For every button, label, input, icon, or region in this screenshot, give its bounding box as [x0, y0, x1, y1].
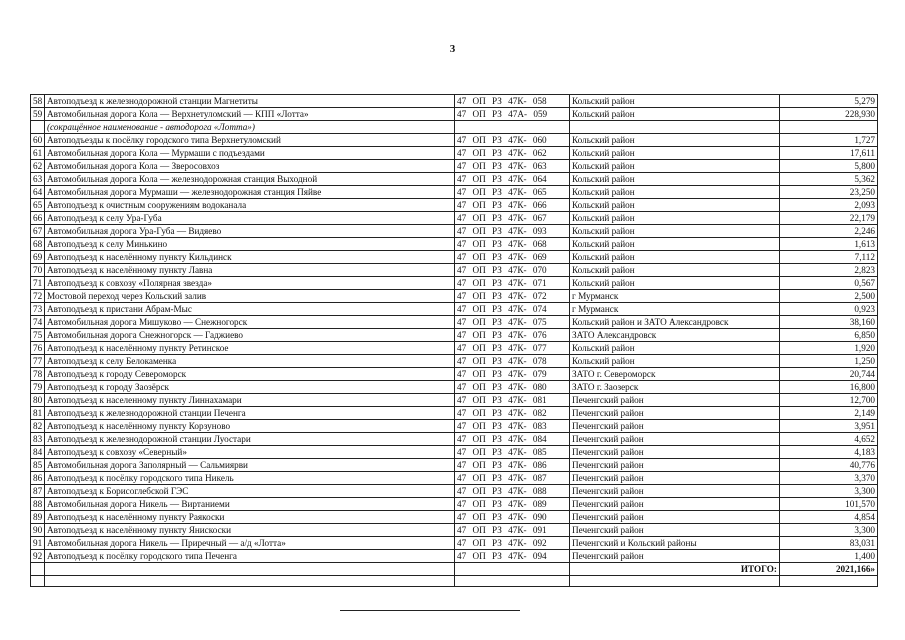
district: Кольский район — [570, 160, 780, 173]
row-number: 58 — [31, 95, 45, 108]
table-row — [31, 394, 878, 407]
table-row — [31, 277, 878, 290]
road-name: Автоподъезд к железнодорожной станции Печенга — [45, 407, 455, 420]
road-code: 47 ОП РЗ 47К- 081 — [455, 394, 570, 407]
road-name: Автомобильная дорога Заполярный — Сальмиярви — [45, 459, 455, 472]
row-number: 89 — [31, 511, 45, 524]
table-row — [31, 147, 878, 160]
total-label: ИТОГО: — [570, 563, 780, 576]
road-code: 47 ОП РЗ 47К- 077 — [455, 342, 570, 355]
road-code: 47 ОП РЗ 47К- 091 — [455, 524, 570, 537]
road-code: 47 ОП РЗ 47К- 084 — [455, 433, 570, 446]
row-number: 78 — [31, 368, 45, 381]
district: Кольский район — [570, 147, 780, 160]
road-name: Автоподъезд к селу Минькино — [45, 238, 455, 251]
table-row — [31, 290, 878, 303]
road-name: Автоподъезд к городу Североморск — [45, 368, 455, 381]
road-code: 47 ОП РЗ 47К- 089 — [455, 498, 570, 511]
table-row — [31, 95, 878, 108]
road-name: Автоподъезд к населённому пункту Раякоски — [45, 511, 455, 524]
district: Кольский район — [570, 355, 780, 368]
table-row — [31, 329, 878, 342]
road-code: 47 ОП РЗ 47К- 092 — [455, 537, 570, 550]
road-name: Автоподъезд к селу Белокаменка — [45, 355, 455, 368]
road-code: 47 ОП РЗ 47К- 087 — [455, 472, 570, 485]
road-name: Автомобильная дорога Ура-Губа — Видяево — [45, 225, 455, 238]
road-name: Автоподъезд к населённому пункту Кильдинск — [45, 251, 455, 264]
road-code: 47 ОП РЗ 47К- 071 — [455, 277, 570, 290]
row-number: 67 — [31, 225, 45, 238]
district — [570, 121, 780, 134]
road-length: 1,920 — [780, 342, 878, 355]
road-code: 47 ОП РЗ 47К- 067 — [455, 212, 570, 225]
road-name: Автоподъезд к городу Заозёрск — [45, 381, 455, 394]
district: Печенгский район — [570, 420, 780, 433]
road-length — [780, 121, 878, 134]
road-name: Автоподъезд к посёлку городского типа Никель — [45, 472, 455, 485]
road-name: Автоподъезд к населённому пункту Лавна — [45, 264, 455, 277]
road-length: 1,727 — [780, 134, 878, 147]
road-code: 47 ОП РЗ 47К- 075 — [455, 316, 570, 329]
road-name: Автоподъезд к населенному пункту Линнахамари — [45, 394, 455, 407]
table-row — [31, 342, 878, 355]
district: Печенгский район — [570, 498, 780, 511]
district: Кольский район — [570, 238, 780, 251]
row-number: 82 — [31, 420, 45, 433]
road-code: 47 ОП РЗ 47К- 058 — [455, 95, 570, 108]
table-row — [31, 186, 878, 199]
road-name: Автомобильная дорога Никель — Виртаниеми — [45, 498, 455, 511]
district: Печенгский район — [570, 446, 780, 459]
road-length: 20,744 — [780, 368, 878, 381]
road-code: 47 ОП РЗ 47А- 059 — [455, 108, 570, 121]
district: ЗАТО Александровск — [570, 329, 780, 342]
road-code: 47 ОП РЗ 47К- 062 — [455, 147, 570, 160]
district: Печенгский район — [570, 524, 780, 537]
row-number: 71 — [31, 277, 45, 290]
row-number: 64 — [31, 186, 45, 199]
table-row — [31, 251, 878, 264]
road-code: 47 ОП РЗ 47К- 068 — [455, 238, 570, 251]
road-length: 16,800 — [780, 381, 878, 394]
row-number: 86 — [31, 472, 45, 485]
district: ЗАТО г. Заозерск — [570, 381, 780, 394]
district: Печенгский район — [570, 511, 780, 524]
row-number: 60 — [31, 134, 45, 147]
road-length: 1,613 — [780, 238, 878, 251]
road-length: 2,093 — [780, 199, 878, 212]
table-row — [31, 485, 878, 498]
row-number: 90 — [31, 524, 45, 537]
road-length: 2,246 — [780, 225, 878, 238]
road-code: 47 ОП РЗ 47К- 078 — [455, 355, 570, 368]
road-code: 47 ОП РЗ 47К- 093 — [455, 225, 570, 238]
district: Кольский район — [570, 264, 780, 277]
table-row — [31, 420, 878, 433]
district: Кольский район — [570, 95, 780, 108]
table-row — [31, 407, 878, 420]
road-length: 0,923 — [780, 303, 878, 316]
row-number: 80 — [31, 394, 45, 407]
district: Кольский район — [570, 251, 780, 264]
road-length: 5,279 — [780, 95, 878, 108]
district: Печенгский район — [570, 459, 780, 472]
road-name: (сокращённое наименование - автодорога «Лотта») — [45, 121, 455, 134]
row-number: 91 — [31, 537, 45, 550]
road-code: 47 ОП РЗ 47К- 069 — [455, 251, 570, 264]
district: Кольский район — [570, 108, 780, 121]
road-code: 47 ОП РЗ 47К- 070 — [455, 264, 570, 277]
road-code: 47 ОП РЗ 47К- 090 — [455, 511, 570, 524]
total-blank — [31, 563, 45, 576]
road-length: 12,700 — [780, 394, 878, 407]
road-length: 83,031 — [780, 537, 878, 550]
road-length: 1,250 — [780, 355, 878, 368]
row-number: 79 — [31, 381, 45, 394]
row-number — [31, 121, 45, 134]
road-code: 47 ОП РЗ 47К- 074 — [455, 303, 570, 316]
road-code: 47 ОП РЗ 47К- 083 — [455, 420, 570, 433]
road-code — [455, 121, 570, 134]
road-code: 47 ОП РЗ 47К- 076 — [455, 329, 570, 342]
road-code: 47 ОП РЗ 47К- 060 — [455, 134, 570, 147]
road-code: 47 ОП РЗ 47К- 080 — [455, 381, 570, 394]
district: Кольский район — [570, 342, 780, 355]
row-number: 81 — [31, 407, 45, 420]
road-length: 5,800 — [780, 160, 878, 173]
road-length: 3,300 — [780, 485, 878, 498]
road-code: 47 ОП РЗ 47К- 094 — [455, 550, 570, 563]
road-name: Автоподъезд к населённому пункту Корзуново — [45, 420, 455, 433]
row-number: 75 — [31, 329, 45, 342]
table-row — [31, 173, 878, 186]
row-number: 85 — [31, 459, 45, 472]
row-number: 77 — [31, 355, 45, 368]
table-row — [31, 238, 878, 251]
total-blank — [455, 563, 570, 576]
road-length: 228,930 — [780, 108, 878, 121]
table-row — [31, 498, 878, 511]
road-name: Автомобильная дорога Кола — Зверосовхоз — [45, 160, 455, 173]
district: Кольский район — [570, 277, 780, 290]
row-number: 61 — [31, 147, 45, 160]
road-name: Автоподъезд к населённому пункту Янискоски — [45, 524, 455, 537]
road-length: 3,300 — [780, 524, 878, 537]
empty-row — [31, 576, 878, 587]
road-length: 3,951 — [780, 420, 878, 433]
district: Печенгский и Кольский районы — [570, 537, 780, 550]
row-number: 73 — [31, 303, 45, 316]
road-length: 2,149 — [780, 407, 878, 420]
table-row — [31, 108, 878, 121]
road-length: 7,112 — [780, 251, 878, 264]
road-length: 5,362 — [780, 173, 878, 186]
row-number: 65 — [31, 199, 45, 212]
road-code: 47 ОП РЗ 47К- 082 — [455, 407, 570, 420]
road-name: Автоподъезд к населённому пункту Ретинское — [45, 342, 455, 355]
road-length: 0,567 — [780, 277, 878, 290]
road-code: 47 ОП РЗ 47К- 079 — [455, 368, 570, 381]
road-code: 47 ОП РЗ 47К- 085 — [455, 446, 570, 459]
table-row — [31, 381, 878, 394]
table-row — [31, 212, 878, 225]
road-code: 47 ОП РЗ 47К- 063 — [455, 160, 570, 173]
district: г Мурманск — [570, 290, 780, 303]
table-row — [31, 264, 878, 277]
road-code: 47 ОП РЗ 47К- 065 — [455, 186, 570, 199]
table-body — [31, 95, 878, 563]
road-name: Автоподъезд к совхозу «Северный» — [45, 446, 455, 459]
road-name: Автоподъезд к очистным сооружениям водоканала — [45, 199, 455, 212]
row-number: 62 — [31, 160, 45, 173]
table-row — [31, 459, 878, 472]
road-code: 47 ОП РЗ 47К- 064 — [455, 173, 570, 186]
table-row — [31, 303, 878, 316]
road-name: Автомобильная дорога Мишуково — Снежногорск — [45, 316, 455, 329]
row-number: 70 — [31, 264, 45, 277]
district: Кольский район — [570, 225, 780, 238]
district: Печенгский район — [570, 407, 780, 420]
table-row — [31, 550, 878, 563]
district: Кольский район — [570, 134, 780, 147]
table-row — [31, 134, 878, 147]
district: Печенгский район — [570, 550, 780, 563]
road-name: Автоподъезд к Борисоглебской ГЭС — [45, 485, 455, 498]
district: ЗАТО г. Североморск — [570, 368, 780, 381]
table-row — [31, 433, 878, 446]
district: Кольский район и ЗАТО Александровск — [570, 316, 780, 329]
district: г Мурманск — [570, 303, 780, 316]
road-length: 22,179 — [780, 212, 878, 225]
district: Печенгский район — [570, 394, 780, 407]
road-length: 38,160 — [780, 316, 878, 329]
row-number: 72 — [31, 290, 45, 303]
row-number: 87 — [31, 485, 45, 498]
road-length: 2,823 — [780, 264, 878, 277]
road-length: 17,611 — [780, 147, 878, 160]
road-length: 23,250 — [780, 186, 878, 199]
page-number: 3 — [449, 43, 456, 55]
road-name: Автоподъезд к железнодорожной станции Магнетиты — [45, 95, 455, 108]
road-length: 4,183 — [780, 446, 878, 459]
table-row — [31, 524, 878, 537]
district: Печенгский район — [570, 433, 780, 446]
row-number: 83 — [31, 433, 45, 446]
road-length: 2,500 — [780, 290, 878, 303]
row-number: 74 — [31, 316, 45, 329]
row-number: 76 — [31, 342, 45, 355]
table-row — [31, 472, 878, 485]
road-length: 4,652 — [780, 433, 878, 446]
road-length: 4,854 — [780, 511, 878, 524]
table-row — [31, 160, 878, 173]
road-name: Автоподъезд к совхозу «Полярная звезда» — [45, 277, 455, 290]
road-length: 101,570 — [780, 498, 878, 511]
road-name: Автомобильная дорога Мурмаши — железнодорожная станция Пяйве — [45, 186, 455, 199]
table-row — [31, 368, 878, 381]
district: Кольский район — [570, 173, 780, 186]
road-length: 40,776 — [780, 459, 878, 472]
table-row — [31, 316, 878, 329]
road-name: Автоподъезд к посёлку городского типа Печенга — [45, 550, 455, 563]
table-row — [31, 446, 878, 459]
row-number: 66 — [31, 212, 45, 225]
road-name: Автомобильная дорога Никель — Приречный — а/д «Лотта» — [45, 537, 455, 550]
road-name: Автомобильная дорога Кола — Верхнетуломский — КПП «Лотта» — [45, 108, 455, 121]
row-number: 92 — [31, 550, 45, 563]
row-number: 84 — [31, 446, 45, 459]
row-number: 63 — [31, 173, 45, 186]
total-row — [31, 563, 878, 576]
road-name: Автомобильная дорога Снежногорск — Гаджиево — [45, 329, 455, 342]
district: Кольский район — [570, 212, 780, 225]
road-code: 47 ОП РЗ 47К- 088 — [455, 485, 570, 498]
table-row — [31, 225, 878, 238]
road-name: Автоподъезд к пристани Абрам-Мыс — [45, 303, 455, 316]
district: Кольский район — [570, 186, 780, 199]
table-row — [31, 355, 878, 368]
road-length: 1,400 — [780, 550, 878, 563]
road-name: Автоподъезд к железнодорожной станции Луостари — [45, 433, 455, 446]
table-row — [31, 537, 878, 550]
road-length: 6,850 — [780, 329, 878, 342]
road-name: Мостовой переход через Кольский залив — [45, 290, 455, 303]
total-value: 2021,166» — [780, 563, 878, 576]
row-number: 88 — [31, 498, 45, 511]
road-name: Автомобильная дорога Кола — Мурмаши с подъездами — [45, 147, 455, 160]
table-row — [31, 511, 878, 524]
table-row — [31, 121, 878, 134]
road-name: Автомобильная дорога Кола — железнодорожная станция Выходной — [45, 173, 455, 186]
road-name: Автоподъезды к посёлку городского типа Верхнетуломский — [45, 134, 455, 147]
road-code: 47 ОП РЗ 47К- 086 — [455, 459, 570, 472]
table-row — [31, 199, 878, 212]
row-number: 69 — [31, 251, 45, 264]
district: Кольский район — [570, 199, 780, 212]
district: Печенгский район — [570, 472, 780, 485]
roads-table — [30, 94, 878, 587]
road-code: 47 ОП РЗ 47К- 066 — [455, 199, 570, 212]
road-code: 47 ОП РЗ 47К- 072 — [455, 290, 570, 303]
row-number: 68 — [31, 238, 45, 251]
total-blank — [45, 563, 455, 576]
road-name: Автоподъезд к селу Ура-Губа — [45, 212, 455, 225]
road-length: 3,370 — [780, 472, 878, 485]
footer-divider — [340, 610, 520, 611]
row-number: 59 — [31, 108, 45, 121]
district: Печенгский район — [570, 485, 780, 498]
